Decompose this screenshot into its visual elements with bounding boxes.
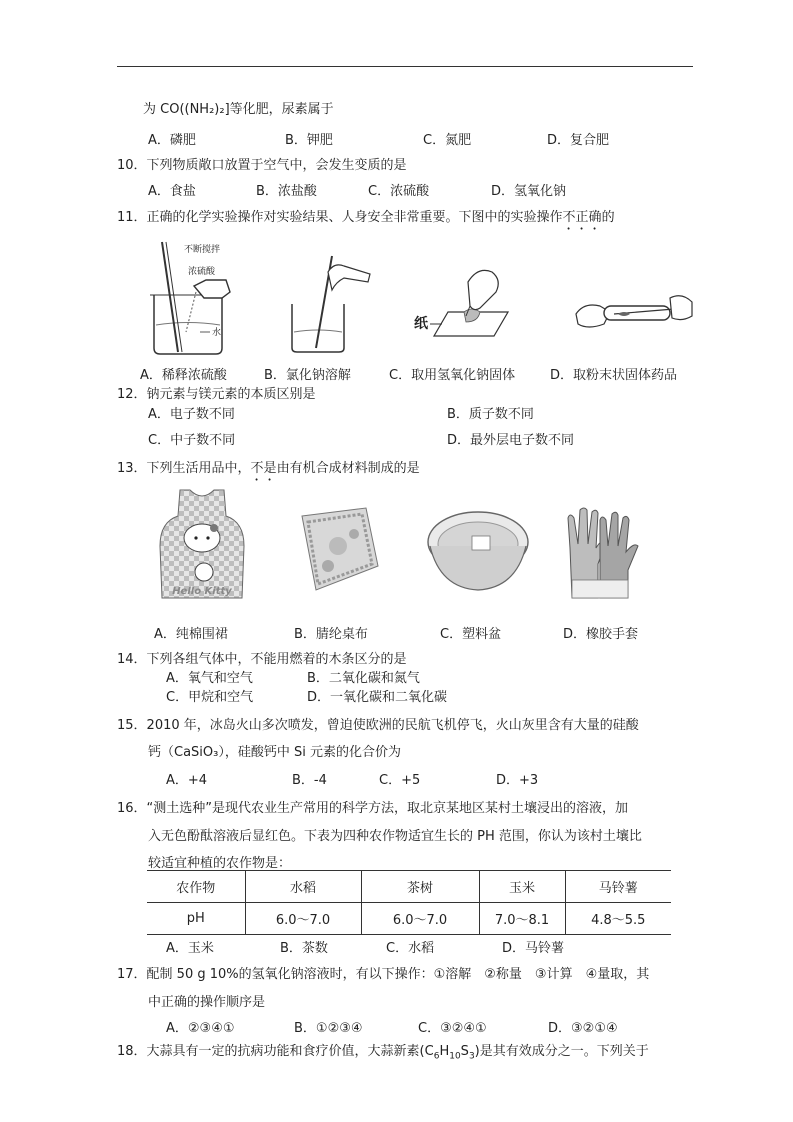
- q16-option-d: D．马铃薯: [502, 941, 565, 956]
- q17-line-2: 中正确的操作顺序是: [148, 995, 266, 1010]
- table-cell: 7.0～8.1: [479, 903, 565, 935]
- dissolve-nacl-illustration: [288, 252, 380, 356]
- q10-stem: 10．下列物质敞口放置于空气中，会发生变质的是: [117, 158, 407, 173]
- q15-option-c: C．+5: [379, 773, 421, 788]
- q16-line-1: 16．“测土选种”是现代农业生产常用的科学方法，取北京某地区某村土壤浸出的溶液，加: [117, 801, 629, 816]
- q16-option-b: B．茶数: [280, 941, 328, 956]
- q10-option-c: C．浓硫酸: [368, 184, 430, 199]
- q15-option-d: D．+3: [496, 773, 539, 788]
- q9-option-d: D．复合肥: [547, 133, 610, 148]
- q18-line-1: 18．大蒜具有一定的抗病功能和食疗价值，大蒜新素$(C_6H_{10}S_3)$是其有效成分之一。下列关于: [117, 1044, 649, 1062]
- take-naoh-illustration: [408, 262, 526, 344]
- q13-stem: 13．下列生活用品中，不是由有机合成材料制成的是: [117, 461, 420, 476]
- q15-option-a: A．+4: [166, 773, 208, 788]
- q16-option-a: A．玉米: [166, 941, 214, 956]
- label-water: 水: [212, 328, 222, 338]
- q17-option-d: D．③②①④: [548, 1021, 618, 1036]
- q14-stem: 14．下列各组气体中，不能用燃着的木条区分的是: [117, 652, 407, 667]
- tablecloth-image: [294, 504, 382, 596]
- table-cell: 4.8～5.5: [565, 903, 671, 935]
- q13-option-d: D．橡胶手套: [563, 627, 639, 642]
- q17-option-c: C．③②④①: [418, 1021, 487, 1036]
- q12-option-b: B．质子数不同: [447, 407, 534, 422]
- q16-line-2: 入无色酚酞溶液后显红色。下表为四种农作物适宜生长的 PH 范围，你认为该村土壤比: [148, 829, 642, 844]
- q11-option-c: C．取用氢氧化钠固体: [389, 368, 516, 383]
- q17-option-a: A．②③④①: [166, 1021, 235, 1036]
- q11-emphasis: 不正确: [562, 210, 602, 225]
- dilute-acid-illustration: [148, 240, 240, 358]
- plastic-basin-image: [424, 506, 532, 596]
- q14-option-d: D．一氧化碳和二氧化碳: [307, 690, 448, 705]
- q15-option-b: B．-4: [292, 773, 327, 788]
- apron-image: [154, 486, 250, 604]
- table-row: [147, 903, 671, 935]
- q13-option-b: B．腈纶桌布: [294, 627, 368, 642]
- q11-option-b: B．氯化钠溶解: [264, 368, 351, 383]
- label-stir: 不断搅拌: [184, 245, 221, 255]
- q9-option-c: C．氮肥: [423, 133, 472, 148]
- header-rule: [117, 66, 693, 67]
- q17-line-1: 17．配制 50 g 10%的氢氧化钠溶液时，有以下操作：①溶解 ②称量 ③计算 ④量取，其: [117, 967, 650, 982]
- q15-line-2: 钙（CaSiO₃），硅酸钙中 Si 元素的化合价为: [148, 745, 401, 760]
- q14-option-b: B．二氧化碳和氮气: [307, 671, 420, 686]
- q11-stem: 11．正确的化学实验操作对实验结果、人身安全非常重要。下图中的实验操作不正确的: [117, 210, 615, 225]
- q15-line-1: 15．2010 年，冰岛火山多次喷发，曾迫使欧洲的民航飞机停飞，火山灰里含有大量的硅酸: [117, 718, 639, 733]
- q12-option-a: A．电子数不同: [148, 407, 235, 422]
- q14-option-a: A．氧气和空气: [166, 671, 253, 686]
- q13-emphasis: 不是: [250, 461, 277, 476]
- table-row: [147, 871, 671, 903]
- table-cell: 6.0～7.0: [361, 903, 479, 935]
- q16-line-3: 较适宜种植的农作物是：: [148, 856, 292, 871]
- table-cell: 水稻: [245, 871, 361, 903]
- q10-option-d: D．氢氧化钠: [491, 184, 567, 199]
- ph-table: [147, 870, 671, 935]
- q12-stem: 12．钠元素与镁元素的本质区别是: [117, 387, 316, 402]
- q9-stem: 为 CO((NH₂)₂]等化肥，尿素属于: [143, 102, 334, 117]
- table-cell: 马铃薯: [565, 871, 671, 903]
- q10-option-b: B．浓盐酸: [256, 184, 317, 199]
- q11-option-d: D．取粉末状固体药品: [550, 368, 678, 383]
- q11-option-a: A．稀释浓硫酸: [140, 368, 227, 383]
- apron-brand: Hello Kitty: [172, 586, 232, 597]
- q9-option-a: A．磷肥: [148, 133, 196, 148]
- q9-option-b: B．钾肥: [285, 133, 333, 148]
- q13-option-c: C．塑料盆: [440, 627, 502, 642]
- q13-option-a: A．纯棉围裙: [154, 627, 228, 642]
- table-cell: 茶树: [361, 871, 479, 903]
- q10-option-a: A．食盐: [148, 184, 196, 199]
- table-cell: 玉米: [479, 871, 565, 903]
- q14-option-c: C．甲烷和空气: [166, 690, 254, 705]
- q17-option-b: B．①②③④: [294, 1021, 363, 1036]
- label-acid: 浓硫酸: [188, 267, 216, 277]
- rubber-gloves-image: [560, 504, 642, 600]
- powder-solid-illustration: [574, 284, 696, 340]
- table-cell: pH: [186, 911, 205, 926]
- table-cell: 6.0～7.0: [245, 903, 361, 935]
- q16-option-c: C．水稻: [386, 941, 435, 956]
- q12-option-c: C．中子数不同: [148, 433, 236, 448]
- table-cell: 农作物: [147, 871, 245, 903]
- q12-option-d: D．最外层电子数不同: [447, 433, 575, 448]
- label-paper: 纸: [414, 316, 428, 332]
